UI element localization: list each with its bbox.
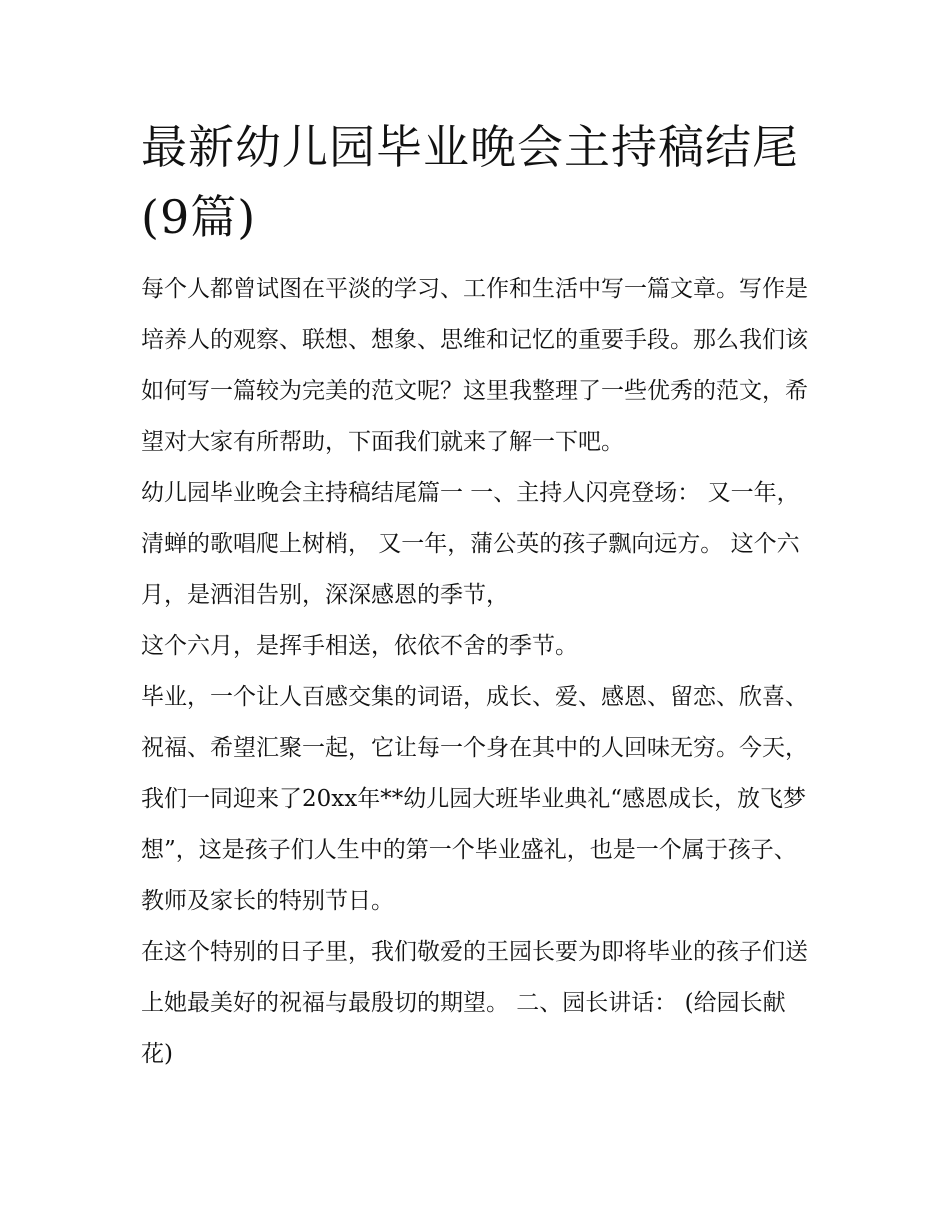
- document-content: [141, 112, 813, 1080]
- paragraph-intro: 每个人都曾试图在平淡的学习、工作和生活中写一篇文章。写作是培养人的观察、联想、想象、思维和记忆的重要手段。那么我们该如何写一篇较为完美的范文呢？这里我整理了一些优秀的范文，希望对大家有所帮助，下面我们就来了解一下吧。: [141, 276, 808, 455]
- paragraph-june-farewell: 这个六月，是挥手相送，依依不舍的季节。: [141, 633, 578, 659]
- paragraph-host-opening: 幼儿园毕业晚会主持稿结尾篇一 一、主持人闪亮登场： 又一年，清蝉的歌唱爬上树梢， 又一年，蒲公英的孩子飘向远方。 这个六月，是洒泪告别，深深感恩的季节，: [141, 480, 800, 608]
- document-title: 最新幼儿园毕业晚会主持稿结尾(9篇): [141, 120, 799, 244]
- paragraph-graduation: 毕业，一个让人百感交集的词语，成长、爱、感恩、留恋、欣喜、祝福、希望汇聚一起，它让每一个身在其中的人回味无穷。今天，我们一同迎来了20xx年**幼儿园大班毕业典礼“感恩成长，放飞梦想”，这是孩子们人生中的第一个毕业盛礼，也是一个属于孩子、教师及家长的特别节日。: [141, 684, 808, 914]
- document-body: [141, 264, 813, 1080]
- paragraph-principal-speech: 在这个特别的日子里，我们敬爱的王园长要为即将毕业的孩子们送上她最美好的祝福与最殷切的期望。 二、园长讲话： (给园长献花): [141, 939, 808, 1067]
